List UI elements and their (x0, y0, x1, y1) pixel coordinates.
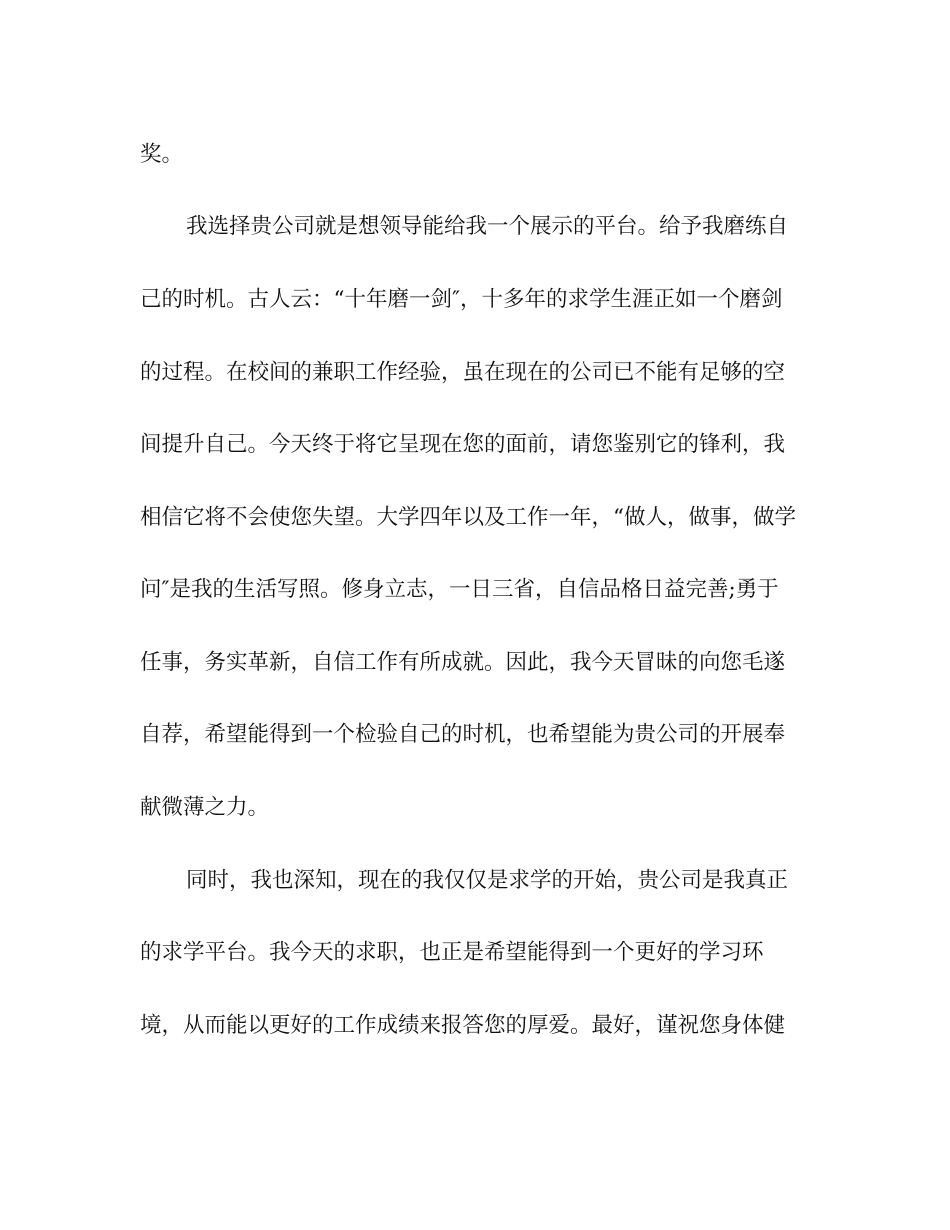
text-line: 己的时机。古人云：“十年磨一剑″，十多年的求学生涯正如一个磨剑 (140, 287, 783, 312)
text-line: 的过程。在校间的兼职工作经验，虽在现在的公司已不能有足够的空 (140, 360, 786, 385)
text-line: 境，从而能以更好的工作成绩来报答您的厚爱。最好，谨祝您身体健 (140, 1013, 786, 1038)
text-line: 间提升自己。今天终于将它呈现在您的面前，请您鉴别它的锋利，我 (140, 432, 786, 457)
text-line: 献微薄之力。 (140, 795, 270, 820)
text-line: 奖。 (140, 142, 184, 167)
text-line: 任事，务实革新，自信工作有所成就。因此，我今天冒昧的向您毛遂 (140, 650, 786, 675)
text-line: 自荐，希望能得到一个检验自己的时机，也希望能为贵公司的开展奉 (140, 722, 786, 747)
text-line: 问″是我的生活写照。修身立志，一日三省，自信品格日益完善;勇于 (140, 577, 779, 602)
text-line: 的求学平台。我今天的求职，也正是希望能得到一个更好的学习环 (140, 940, 764, 965)
paragraph-start-line: 同时，我也深知，现在的我仅仅是求学的开始，贵公司是我真正 (186, 868, 789, 893)
paragraph-start-line: 我选择贵公司就是想领导能给我一个展示的平台。给予我磨练自 (186, 214, 789, 239)
text-line: 相信它将不会使您失望。大学四年以及工作一年，“做人，做事，做学 (140, 505, 796, 530)
